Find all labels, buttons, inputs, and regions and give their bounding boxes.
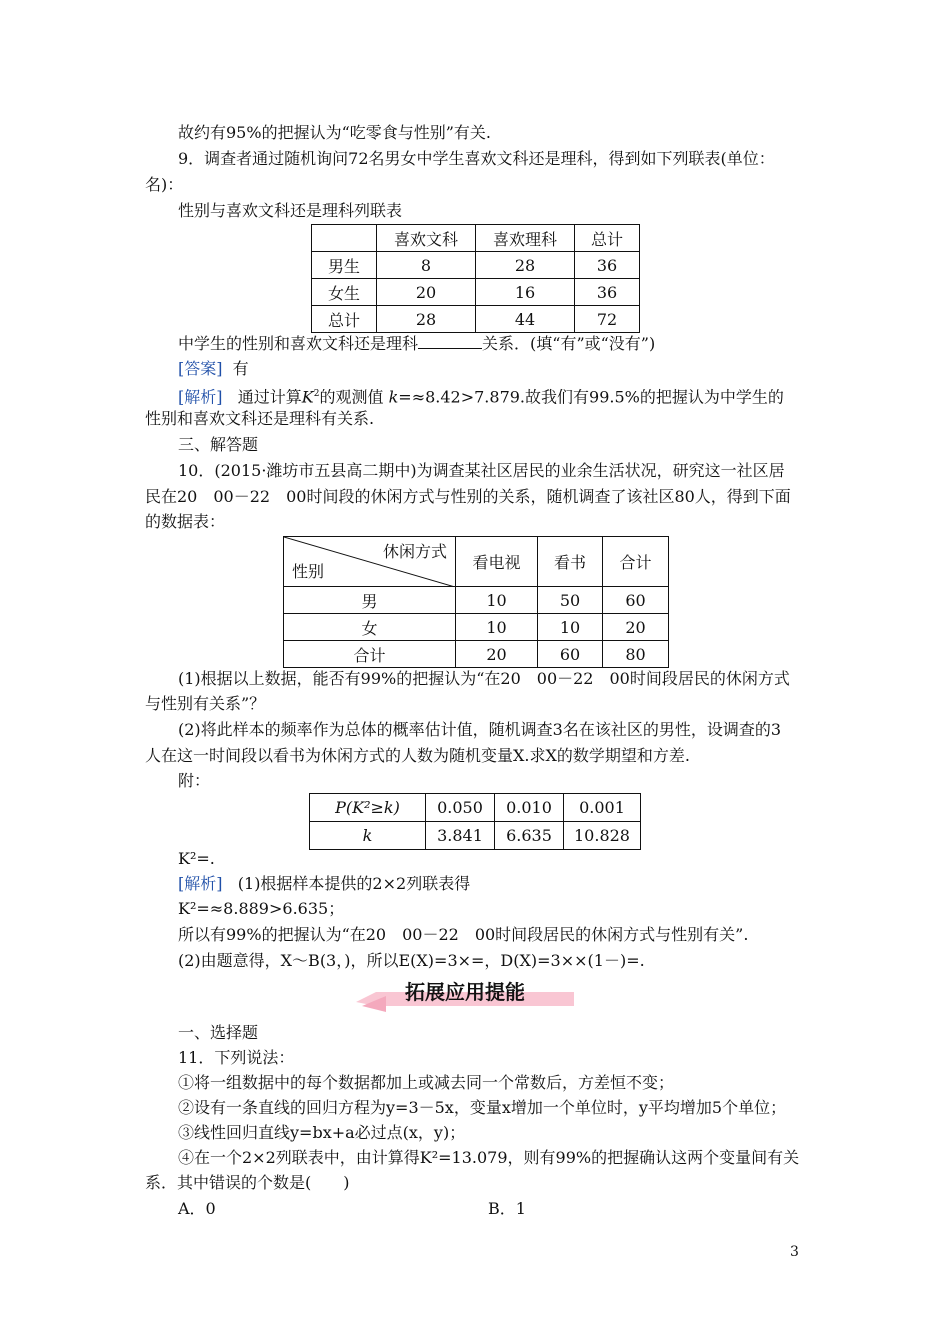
analysis-line: [178, 873, 470, 895]
table-cell: 36: [575, 279, 640, 306]
table-cell: 总计: [312, 306, 377, 333]
table-header-cell: 看电视: [456, 537, 538, 587]
table-cell: P(K²≥k): [310, 794, 426, 822]
analysis-line: [178, 383, 784, 408]
corner-bottom-label: 性别: [292, 562, 325, 581]
math-symbol: K: [301, 387, 314, 407]
table-header-cell: 喜欢文科: [377, 225, 476, 252]
answer-line: [178, 358, 249, 380]
table-cell: 0.001: [564, 794, 641, 822]
superscript: 2: [313, 389, 320, 399]
analysis-label: [解析]: [178, 874, 223, 893]
table-cell: 0.010: [495, 794, 564, 822]
text-line: 名)：: [145, 175, 184, 194]
table-cell: 20: [603, 614, 669, 641]
critical-value-table: [309, 793, 641, 850]
table-cell: 10: [456, 614, 538, 641]
text-line: 附：: [178, 771, 211, 790]
option-b: B．1: [488, 1199, 526, 1218]
section-heading: 一、选择题: [178, 1023, 259, 1042]
text-span: 通过计算: [237, 387, 302, 407]
text-span: 的观测值: [319, 387, 384, 407]
banner-title: 拓展应用提能: [405, 980, 525, 1004]
table-cell: 6.635: [495, 822, 564, 850]
table-header-cell: 合计: [603, 537, 669, 587]
statement-3: ③线性回归直线y=bx+a必过点(x，y)；: [178, 1123, 466, 1142]
table-header-cell: 喜欢理科: [476, 225, 575, 252]
section-heading: 三、解答题: [178, 435, 259, 454]
table-cell: 20: [377, 279, 476, 306]
text-span: (1)根据样本提供的2×2列联表得: [237, 874, 471, 893]
table-cell: 女生: [312, 279, 377, 306]
table-cell: 10: [538, 614, 603, 641]
table-header-cell: 总计: [575, 225, 640, 252]
table-header-cell: 看书: [538, 537, 603, 587]
question-11-line: 11．下列说法：: [178, 1048, 295, 1067]
answer-blank: [418, 332, 482, 349]
table-cell: 男: [284, 587, 456, 614]
text-line: 人在这一时间段以看书为休闲方式的人数为随机变量X.求X的数学期望和方差.: [145, 746, 690, 765]
table-cell: 10: [456, 587, 538, 614]
text-line: 性别和喜欢文科还是理科有关系.: [145, 409, 375, 428]
statement-1: ①将一组数据中的每个数据都加上或减去同一个常数后，方差恒不变；: [178, 1073, 675, 1092]
table-cell: 0.050: [426, 794, 495, 822]
option-a: A．0: [178, 1199, 216, 1218]
question-10-line: 10．(2015·潍坊市五县高二期中)为调查某社区居民的业余生活状况，研究这一社区居: [178, 461, 785, 480]
table-cell: 合计: [284, 641, 456, 668]
text-line: (2)将此样本的频率作为总体的概率估计值，随机调查3名在该社区的男性，设调查的3: [178, 720, 782, 739]
formula-line: K²=.: [178, 849, 215, 868]
text-line: 系．其中错误的个数是( ): [145, 1173, 350, 1192]
statement-2: ②设有一条直线的回归方程为y=3－5x，变量x增加一个单位时，y平均增加5个单位；: [178, 1098, 787, 1117]
statement-4: ④在一个2×2列联表中，由计算得K²=13.079，则有99%的把握确认这两个变量间有关: [178, 1148, 800, 1167]
diagonal-header-cell: [284, 537, 456, 587]
corner-top-label: 休闲方式: [382, 542, 447, 561]
table-cell: 36: [575, 252, 640, 279]
answer-label: [答案]: [178, 359, 223, 378]
text-line: 的数据表：: [145, 512, 226, 531]
table-cell: 72: [575, 306, 640, 333]
text-line: 所以有99%的把握认为“在20 00－22 00时间段居民的休闲方式与性别有关”.: [178, 925, 749, 944]
table-cell: 50: [538, 587, 603, 614]
text-span: =≈8.42>7.879.故我们有99.5%的把握认为中学生的: [398, 387, 784, 407]
formula-line: K²=≈8.889>6.635；: [178, 899, 345, 918]
table-cell: 60: [538, 641, 603, 668]
section-banner: [356, 972, 574, 1012]
table-cell: 28: [377, 306, 476, 333]
table-caption: 性别与喜欢文科还是理科列联表: [178, 201, 403, 220]
text-line: (2)由题意得，X～B(3，)，所以E(X)=3×=，D(X)=3××(1－)=.: [178, 951, 645, 970]
fill-blank-line: [178, 332, 655, 355]
table-cell: 3.841: [426, 822, 495, 850]
table-cell: 80: [603, 641, 669, 668]
analysis-label: [解析]: [178, 387, 223, 407]
table-cell: 60: [603, 587, 669, 614]
table-cell: 男生: [312, 252, 377, 279]
question-9-line: 9．调查者通过随机询问72名男女中学生喜欢文科还是理科，得到如下列联表(单位：: [178, 149, 775, 168]
contingency-table: [311, 224, 640, 333]
table-cell: 10.828: [564, 822, 641, 850]
table-cell: 28: [476, 252, 575, 279]
table-cell: [312, 225, 377, 252]
table-cell: 女: [284, 614, 456, 641]
text-line: (1)根据以上数据，能否有99%的把握认为“在20 00－22 00时间段居民的休闲方式: [178, 669, 790, 688]
text-line: 民在20 00－22 00时间段的休闲方式与性别的关系，随机调查了该社区80人，得到下面: [145, 487, 791, 506]
survey-table: [283, 536, 669, 668]
math-symbol: k: [388, 387, 399, 407]
page-number: 3: [790, 1244, 799, 1260]
text-line: 与性别有关系”？: [145, 694, 266, 713]
text-line: 故约有95%的把握认为“吃零食与性别”有关.: [178, 123, 492, 142]
table-cell: 20: [456, 641, 538, 668]
table-cell: k: [310, 822, 426, 850]
text-span: 中学生的性别和喜欢文科还是理科: [178, 334, 419, 353]
table-cell: 8: [377, 252, 476, 279]
answer-text: 有: [232, 359, 249, 378]
table-cell: 44: [476, 306, 575, 333]
table-cell: 16: [476, 279, 575, 306]
text-span: 关系．(填“有”或“没有”): [482, 334, 656, 353]
